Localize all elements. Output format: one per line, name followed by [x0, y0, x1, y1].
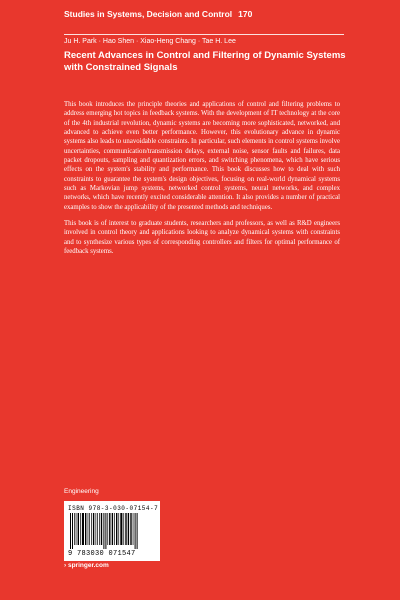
- series-number: 170: [238, 9, 253, 19]
- series-name: Studies in Systems, Decision and Control: [64, 9, 233, 19]
- barcode-digits: 9 783030 071547: [68, 550, 136, 558]
- divider-rule: [64, 34, 344, 35]
- book-title: Recent Advances in Control and Filtering of Dynamic Systems with Constrained Signals: [64, 50, 346, 73]
- subject-category: Engineering: [64, 488, 99, 495]
- description-paragraph-1: This book introduces the principle theories and applications of control and filtering problems to address emerging hot topics in feedback systems. With the development of IT technology at the core of the 4th industrial revolution, dynamic systems are becoming more sophisticated, networked, and advanced to achieve even better performance. However, this evolutionary advance in dynamic systems also leads to unavoidable constraints. In particular, such elements in control systems involve uncertainties, communication/transmission delays, external noise, sensor faults and failures, data packet dropouts, sampling and quantization errors, and switching phenomena, which have serious effects on the system's stability and performance. This book discusses how to deal with such constraints to guarantee the system's design objectives, focusing on real-world dynamical systems such as Markovian jump systems, networked control systems, neural networks, and complex networks, which have recently excited considerable attention. It also provides a number of practical examples to show the applicability of the presented methods and techniques.: [64, 101, 340, 211]
- description: [64, 100, 340, 264]
- description-paragraph-2: This book is of interest to graduate students, researchers and professors, as well as R&D engineers involved in control theory and applications looking to analyze dynamical systems with constraints and to synthesize various types of corresponding controllers and filters for optimal performance of feedback systems.: [64, 220, 340, 256]
- isbn-text: ISBN 978-3-030-07154-7: [68, 505, 159, 512]
- authors: Ju H. Park · Hao Shen · Xiao-Heng Chang · Tae H. Lee: [64, 38, 236, 45]
- series-line: [64, 9, 384, 19]
- barcode-box: [64, 501, 160, 561]
- website-link[interactable]: › springer.com: [64, 562, 109, 569]
- barcode-icon: [68, 513, 156, 549]
